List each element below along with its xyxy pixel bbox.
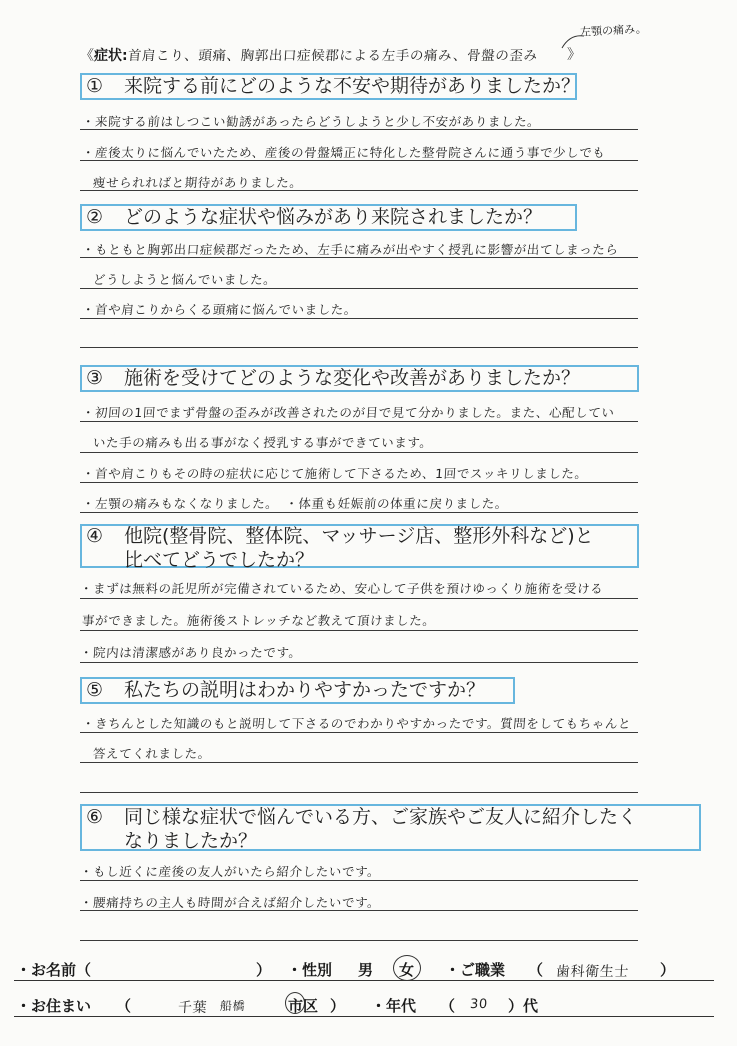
answer-line: ・産後太りに悩んでいたため、産後の骨盤矯正に特化した整骨院さんに通う事で少しでも <box>81 145 607 160</box>
gender-female: 女 <box>399 961 415 979</box>
open-bracket: 《 <box>80 48 94 64</box>
question-4 <box>86 524 594 572</box>
rule-line <box>80 762 638 763</box>
rule-line <box>80 910 638 911</box>
question-6 <box>86 805 637 853</box>
address-close: ） <box>330 997 346 1015</box>
answer-line: ・首や肩こりからくる頭痛に悩んでいました。 <box>81 302 358 317</box>
answer-line: 痩せられればと期待がありました。 <box>92 175 304 190</box>
form-rule-line <box>14 1016 714 1017</box>
address-city-label: 市区 <box>288 997 319 1015</box>
age-open: （ <box>440 997 456 1015</box>
rule-line <box>80 288 638 289</box>
address-open: （ <box>116 997 132 1015</box>
question-3 <box>86 366 580 390</box>
answer-line: いた手の痛みも出る事がなく授乳する事ができています。 <box>92 435 434 450</box>
rule-line <box>80 452 638 453</box>
note-arrow <box>560 30 600 50</box>
occupation-label: ・ご職業 <box>445 961 506 979</box>
age-label: ・年代 <box>371 997 417 1015</box>
answer-line: ・院内は清潔感があり良かったです。 <box>79 645 303 660</box>
answer-line: ・もし近くに産後の友人がいたら紹介したいです。 <box>79 864 381 879</box>
answer-line: ・左顎の痛みもなくなりました。 ・体重も妊娠前の体重に戻りました。 <box>81 496 509 511</box>
answer-line: ・初回の1回でまず骨盤の歪みが改善されたのが目で見て分かりました。また、心配してい <box>81 405 616 420</box>
rule-line <box>80 421 638 422</box>
question-text: 来院する前にどのような不安や期待がありましたか？ <box>124 75 581 97</box>
address-city: 船橋 <box>219 999 246 1013</box>
symptoms-label: 症状: <box>94 48 128 64</box>
address-label: ・お住まい <box>16 997 92 1015</box>
answer-line: ・まずは無料の託児所が完備されているため、安心して子供を預けゆっくり施術を受ける <box>79 581 604 596</box>
rule-line <box>80 792 638 793</box>
symptoms-header <box>80 44 537 65</box>
city-selected-circle <box>285 992 305 1014</box>
question-text: 施術を受けてどのような変化や改善がありましたか？ <box>124 367 581 389</box>
answer-line: ・来院する前はしつこい勧誘があったらどうしようと少し不安がありました。 <box>81 114 541 129</box>
occupation-value: 歯科衛生士 <box>555 964 630 980</box>
question-number: ② <box>86 206 104 228</box>
rule-line <box>80 880 638 881</box>
rule-line <box>80 318 638 319</box>
rule-line <box>80 129 638 130</box>
question-number: ① <box>86 75 104 97</box>
rule-line <box>80 662 638 663</box>
rule-line <box>80 598 638 599</box>
added-note: 左顎の痛み。 <box>579 22 647 39</box>
question-number: ④ <box>86 525 104 547</box>
rule-line <box>80 190 638 191</box>
question-number: ③ <box>86 367 104 389</box>
answer-line: ・首や肩こりもその時の症状に応じて施術して下さるため、1回でスッキリしました。 <box>81 466 589 481</box>
rule-line <box>80 512 638 513</box>
close-bracket: 》 <box>567 47 581 63</box>
occupation-close: ） <box>660 961 676 979</box>
question-text: 私たちの説明はわかりやすかったですか？ <box>124 679 486 701</box>
gender-label: ・性別 <box>287 961 333 979</box>
question-5 <box>86 678 485 702</box>
occupation-open: （ <box>528 961 544 979</box>
answer-line: 事ができました。施術後ストレッチなど教えて頂けました。 <box>81 613 437 628</box>
answer-line: どうしようと悩んでいました。 <box>92 272 277 287</box>
question-text: 同じ様な症状で悩んでいる方、ご家族やご友人に紹介したく <box>124 806 638 828</box>
question-text-line-2: 比べてどうでしたか？ <box>124 549 315 571</box>
answer-line: 答えてくれました。 <box>92 746 212 761</box>
form-rule-line <box>14 980 714 981</box>
answer-line: ・もともと胸郭出口症候郡だったため、左手に痛みが出やすく授乳に影響が出てしまったら <box>81 242 620 257</box>
age-value: 30 <box>469 997 489 1012</box>
rule-line <box>80 940 638 941</box>
question-number: ⑤ <box>86 679 104 701</box>
symptoms-text: 首肩こり、頭痛、胸郭出口症候郡による左手の痛み、骨盤の歪み <box>126 48 538 64</box>
question-text: どのような症状や悩みがあり来院されましたか？ <box>124 206 543 228</box>
rule-line <box>80 732 638 733</box>
answer-line: ・きちんとした知識のもと説明して下さるのでわかりやすかったです。質問をしてもちゃんと <box>81 716 632 731</box>
gender-male: 男 <box>358 961 374 979</box>
name-label: ・お名前（ <box>16 961 92 979</box>
question-text: 他院(整骨院、整体院、マッサージ店、整形外科など)と <box>124 525 594 547</box>
rule-line <box>80 257 638 258</box>
address-pref: 千葉 <box>177 1000 208 1016</box>
question-text-line-2: なりましたか？ <box>124 830 258 852</box>
rule-line <box>80 347 638 348</box>
rule-line <box>80 630 638 631</box>
question-1 <box>86 74 580 98</box>
question-number: ⑥ <box>86 806 104 828</box>
answer-line: ・腰痛持ちの主人も時間が合えば紹介したいです。 <box>79 895 381 910</box>
question-2 <box>86 205 542 229</box>
name-close: ） <box>256 961 272 979</box>
age-close: ）代 <box>508 997 539 1015</box>
rule-line <box>80 160 638 161</box>
gender-selected-circle <box>393 955 421 981</box>
rule-line <box>80 482 638 483</box>
